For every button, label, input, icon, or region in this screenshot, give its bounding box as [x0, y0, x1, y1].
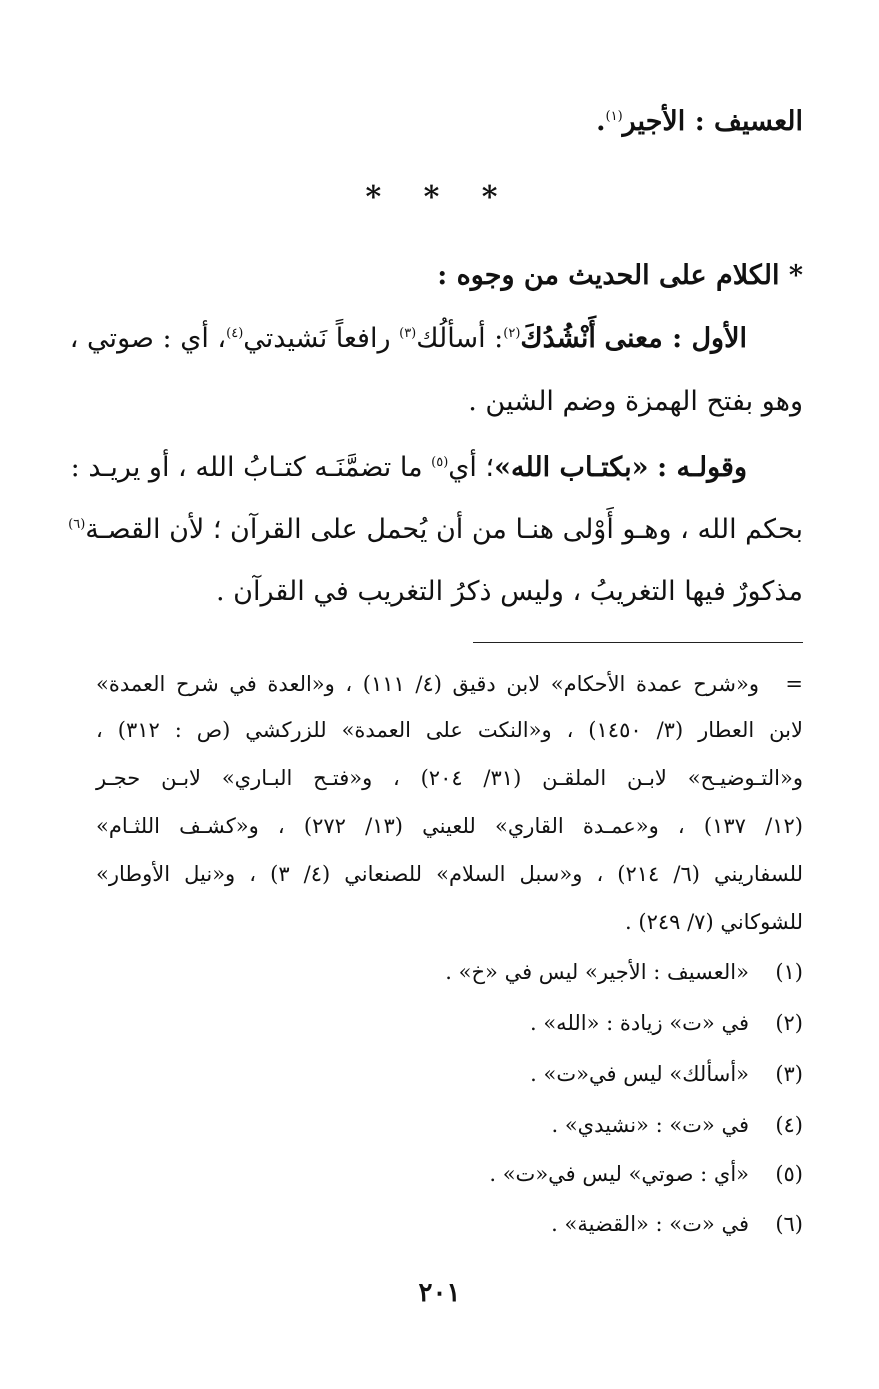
footnote-text: «العسيف : الأجير» ليس في «خ» .: [445, 960, 749, 984]
footnote-text: في «ت» : «القضية» .: [551, 1212, 749, 1236]
footnote-number[interactable]: (٣): [775, 1062, 803, 1086]
footnote-text: «أسألك» ليس في«ت» .: [530, 1062, 749, 1086]
footnote-number[interactable]: (٦): [775, 1212, 803, 1236]
para2-line3: مذكورٌ فيها التغريبُ ، وليس ذكرُ التغريب في القرآن .: [215, 576, 803, 607]
footnote-divider: [473, 642, 803, 643]
footnote-ref-2[interactable]: (٢): [503, 326, 521, 341]
para1-line1: [69, 323, 803, 354]
para1-mid: : أسألُك: [416, 323, 504, 354]
para1-lead: الأول : معنى: [604, 323, 747, 354]
page-number: ٢٠١: [418, 1278, 461, 1308]
para1-mid2: رافعاً نَشيدتي: [243, 323, 391, 354]
para1-tail: ، أي : صوتي ،: [69, 323, 227, 354]
footnote-continuation-line: للشوكاني (٧/ ٢٤٩) .: [625, 910, 803, 934]
footnote-continuation-line: لابن العطار (٣/ ١٤٥٠) ، و«النكت على العمدة» للزركشي (ص : ٣١٢) ،: [96, 718, 803, 742]
footnote-continuation-marker: =: [785, 672, 803, 696]
section-title: * الكلام على الحديث من وجوه :: [437, 260, 803, 291]
para2-line1: [70, 452, 803, 483]
footnote-number[interactable]: (٢): [775, 1011, 803, 1035]
footnote-ref-4[interactable]: (٤): [226, 326, 244, 341]
footnote-continuation-line: و«شرح عمدة الأحكام» لابن دقيق (٤/ ١١١) ، و«العدة في شرح العمدة»: [96, 672, 759, 696]
para2-lead: وقولـه :: [657, 452, 747, 483]
heading-footnote-ref[interactable]: (١): [605, 109, 623, 124]
footnote-number[interactable]: (٥): [775, 1162, 803, 1186]
section-separator: * * *: [365, 180, 514, 215]
footnote-number[interactable]: (٤): [775, 1113, 803, 1137]
para2-line2-text: بحكم الله ، وهـو أَوْلى هنـا من أن يُحمل على القرآن ؛ لأن القصـة: [85, 514, 803, 545]
para2-mid: ؛ أي: [448, 452, 495, 483]
para2-line2: [68, 514, 803, 545]
footnote-continuation-line: و«التـوضيـح» لابـن الملقـن (٣١/ ٢٠٤) ، و«فتـح البـاري» لابـن حجـر: [96, 766, 803, 790]
footnote-text: في «ت» : «نشيدي» .: [551, 1113, 749, 1137]
footnote-text: «أي : صوتي» ليس في«ت» .: [489, 1162, 749, 1186]
footnote-ref-3[interactable]: (٣): [399, 326, 417, 341]
footnote-ref-5[interactable]: (٥): [431, 455, 449, 470]
heading-line: [596, 108, 803, 135]
heading-text: العسيف : الأجير: [622, 106, 803, 137]
footnote-ref-6[interactable]: (٦): [68, 517, 86, 532]
para1-line2: وهو بفتح الهمزة وضم الشين .: [468, 386, 803, 417]
footnote-continuation-line: (١٢/ ١٣٧) ، و«عمـدة القاري» للعيني (١٣/ ٢٧٢) ، و«كشـف اللثـام»: [96, 814, 803, 838]
heading-tail: .: [596, 106, 606, 137]
para2-quote: «بكتـاب الله»: [494, 452, 649, 483]
footnote-number[interactable]: (١): [775, 960, 803, 984]
footnote-continuation-line: للسفاريني (٦/ ٢١٤) ، و«سبل السلام» للصنعاني (٤/ ٣) ، و«نيل الأوطار»: [96, 862, 803, 886]
footnote-text: في «ت» زيادة : «الله» .: [529, 1011, 749, 1035]
para2-tail: ما تضمَّنَـه كتـابُ الله ، أو يريـد :: [70, 452, 423, 483]
para1-word: أَنْشُدُكَ: [520, 323, 596, 354]
